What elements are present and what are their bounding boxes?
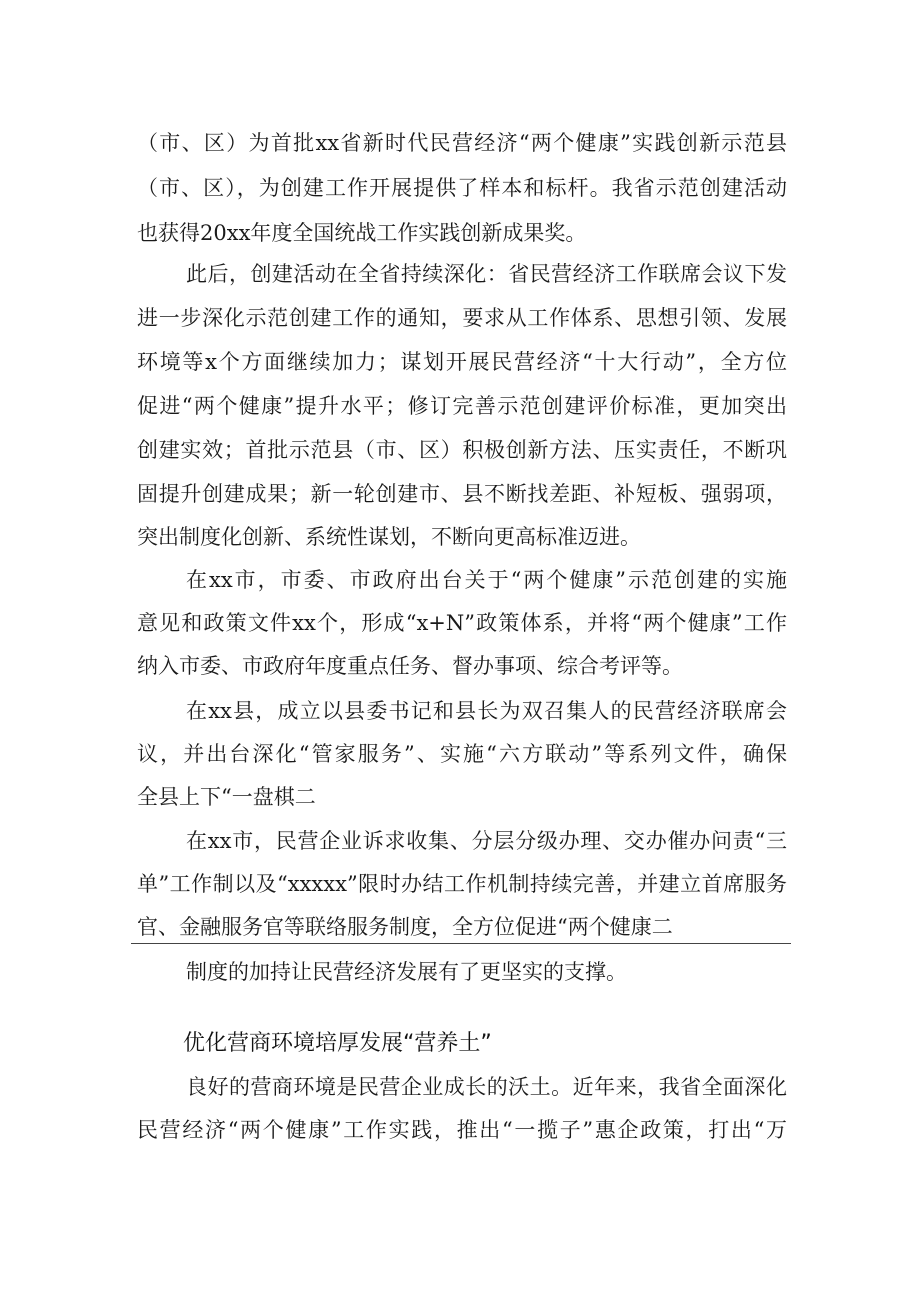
paragraph-2-line-6: 固提升创建成果；新一轮创建市、县不断找差距、补短板、强弱项， [137,482,787,506]
paragraph-1-line-2: （市、区），为创建工作开展提供了样本和标杆。我省示范创建活动 [137,176,787,200]
paragraph-2-line-2: 进一步深化示范创建工作的通知，要求从工作体系、思想引领、发展 [137,306,787,330]
paragraph-4-line-3: 全县上下“一盘棋二 [137,785,316,809]
paragraph-5-line-2: 单”工作制以及“xxxxx”限时办结工作机制持续完善，并建立首席服务 [137,872,787,896]
paragraph-2-line-4: 促进“两个健康”提升水平；修订完善示范创建评价标准，更加突出 [137,394,787,418]
paragraph-2-line-3: 环境等x个方面继续加力；谋划开展民营经济“十大行动”，全方位 [137,350,787,374]
paragraph-2-line-5: 创建实效；首批示范县（市、区）积极创新方法、压实责任，不断巩 [137,438,787,462]
paragraph-7-line-2: 民营经济“两个健康”工作实践，推出“一揽子”惠企政策，打出“万 [137,1118,787,1142]
section-heading: 优化营商环境培厚发展“营养土” [183,1031,492,1056]
paragraph-6-line-1: 制度的加持让民营经济发展有了更坚实的支撑。 [186,960,627,984]
paragraph-5-line-3: 官、金融服务官等联络服务制度，全方位促进“两个健康二 [137,915,673,939]
paragraph-1-line-3: 也获得20xx年度全国统战工作实践创新成果奖。 [137,221,587,245]
paragraph-3-line-1: 在xx市，市委、市政府出台关于“两个健康”示范创建的实施 [186,568,787,592]
horizontal-divider [131,943,791,944]
paragraph-2-line-7: 突出制度化创新、系统性谋划，不断向更高标准迈进。 [137,525,641,549]
paragraph-7-line-1: 良好的营商环境是民营企业成长的沃土。近年来，我省全面深化 [186,1075,787,1099]
paragraph-3-line-3: 纳入市委、市政府年度重点任务、督办事项、综合考评等。 [137,654,683,678]
paragraph-1-line-1: （市、区）为首批xx省新时代民营经济“两个健康”实践创新示范县 [137,131,787,155]
paragraph-3-line-2: 意见和政策文件xx个，形成“x+N”政策体系，并将“两个健康”工作 [137,611,787,635]
paragraph-2-line-1: 此后，创建活动在全省持续深化：省民营经济工作联席会议下发 [186,262,787,286]
paragraph-4-line-1: 在xx县，成立以县委书记和县长为双召集人的民营经济联席会 [186,699,787,723]
paragraph-5-line-1: 在xx市，民营企业诉求收集、分层分级办理、交办催办问责“三 [186,829,787,853]
paragraph-4-line-2: 议，并出台深化“管家服务”、实施“六方联动”等系列文件，确保 [137,742,787,766]
